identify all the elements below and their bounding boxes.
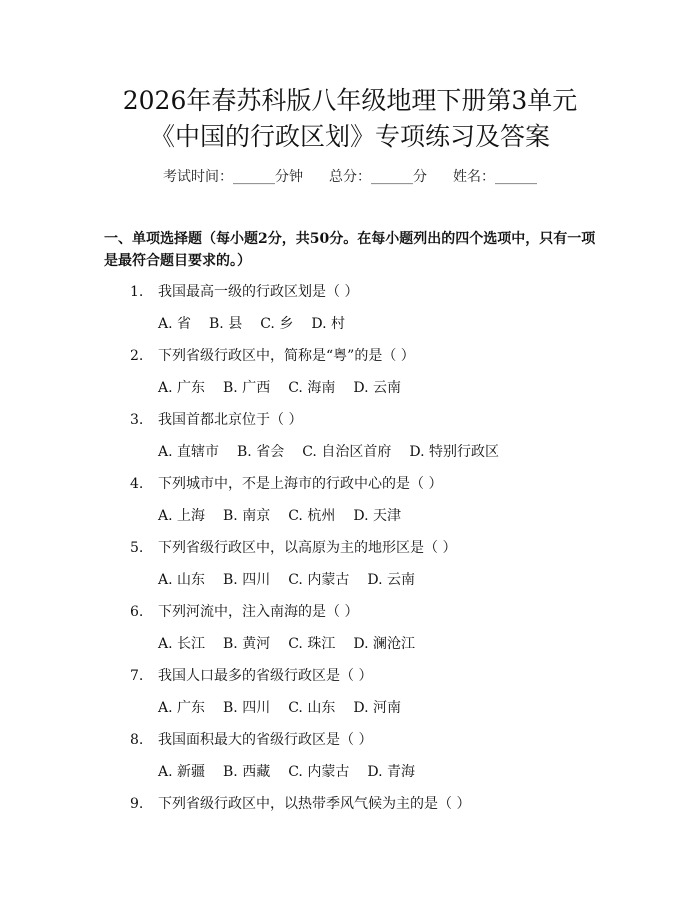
section-heading-line-2: 是最符合题目要求的。） (104, 253, 251, 269)
section-heading-line-1: 一、单项选择题（每小题2分，共50分。在每小题列出的四个选项中，只有一项 (104, 231, 596, 247)
option-a: A. 山东 (158, 572, 206, 588)
exam-time: 考试时间：______分钟 (163, 169, 303, 185)
question-4 (130, 474, 442, 494)
question-4-options (158, 506, 419, 526)
option-a: A. 直辖市 (158, 444, 220, 460)
question-number: 6. (130, 604, 144, 620)
option-b: B. 四川 (223, 700, 271, 716)
question-6 (130, 602, 358, 622)
question-text: 我国人口最多的省级行政区是（ ） (158, 668, 373, 684)
option-d: D. 村 (311, 316, 345, 332)
page-title-line-1: 2026年春苏科版八年级地理下册第3单元 (122, 86, 578, 115)
option-a: A. 新疆 (158, 764, 206, 780)
option-c: C. 内蒙古 (288, 572, 350, 588)
question-number: 5. (130, 540, 144, 556)
question-text: 下列省级行政区中，简称是“粤”的是（ ） (158, 348, 415, 364)
exam-score: 总分：______分 (329, 169, 427, 185)
question-6-options (158, 634, 433, 654)
question-text: 我国面积最大的省级行政区是（ ） (158, 732, 373, 748)
question-text: 我国首都北京位于（ ） (158, 412, 303, 428)
question-5 (130, 538, 456, 558)
option-c: C. 杭州 (288, 508, 336, 524)
question-text: 下列省级行政区中，以热带季风气候为主的是（ ） (158, 796, 471, 812)
question-5-options (158, 570, 433, 590)
question-7-options (158, 698, 419, 718)
exam-name: 姓名：______ (453, 169, 537, 185)
question-9 (130, 794, 470, 814)
option-d: D. 特别行政区 (409, 444, 499, 460)
option-a: A. 广东 (158, 700, 206, 716)
option-d: D. 云南 (367, 572, 415, 588)
question-number: 2. (130, 348, 144, 364)
option-c: C. 内蒙古 (288, 764, 350, 780)
option-d: D. 澜沧江 (353, 636, 415, 652)
question-number: 3. (130, 412, 144, 428)
option-d: D. 青海 (367, 764, 415, 780)
option-b: B. 县 (209, 316, 243, 332)
option-b: B. 省会 (237, 444, 285, 460)
option-a: A. 上海 (158, 508, 206, 524)
question-text: 下列省级行政区中，以高原为主的地形区是（ ） (158, 540, 457, 556)
question-number: 9. (130, 796, 144, 812)
option-c: C. 山东 (288, 700, 336, 716)
option-b: B. 广西 (223, 380, 271, 396)
option-c: C. 乡 (260, 316, 294, 332)
option-b: B. 四川 (223, 572, 271, 588)
exam-info (0, 167, 700, 187)
page-title-line-2: 《中国的行政区划》专项练习及答案 (149, 122, 550, 151)
option-a: A. 广东 (158, 380, 206, 396)
question-text: 我国最高一级的行政区划是（ ） (158, 284, 359, 300)
question-number: 8. (130, 732, 144, 748)
question-text: 下列城市中，不是上海市的行政中心的是（ ） (158, 476, 443, 492)
option-c: C. 海南 (288, 380, 336, 396)
question-1-options (158, 314, 363, 334)
option-b: B. 西藏 (223, 764, 271, 780)
option-d: D. 河南 (353, 700, 401, 716)
question-2-options (158, 378, 419, 398)
question-number: 7. (130, 668, 144, 684)
question-number: 4. (130, 476, 144, 492)
question-3 (130, 410, 302, 430)
question-8 (130, 730, 372, 750)
option-c: C. 自治区首府 (302, 444, 392, 460)
question-2 (130, 346, 415, 366)
question-3-options (158, 442, 517, 462)
option-a: A. 长江 (158, 636, 206, 652)
question-7 (130, 666, 372, 686)
option-a: A. 省 (158, 316, 192, 332)
option-b: B. 黄河 (223, 636, 271, 652)
option-d: D. 云南 (353, 380, 401, 396)
option-b: B. 南京 (223, 508, 271, 524)
option-c: C. 珠江 (288, 636, 336, 652)
option-d: D. 天津 (353, 508, 401, 524)
question-8-options (158, 762, 433, 782)
question-number: 1. (130, 284, 144, 300)
question-1 (130, 282, 358, 302)
question-text: 下列河流中，注入南海的是（ ） (158, 604, 359, 620)
